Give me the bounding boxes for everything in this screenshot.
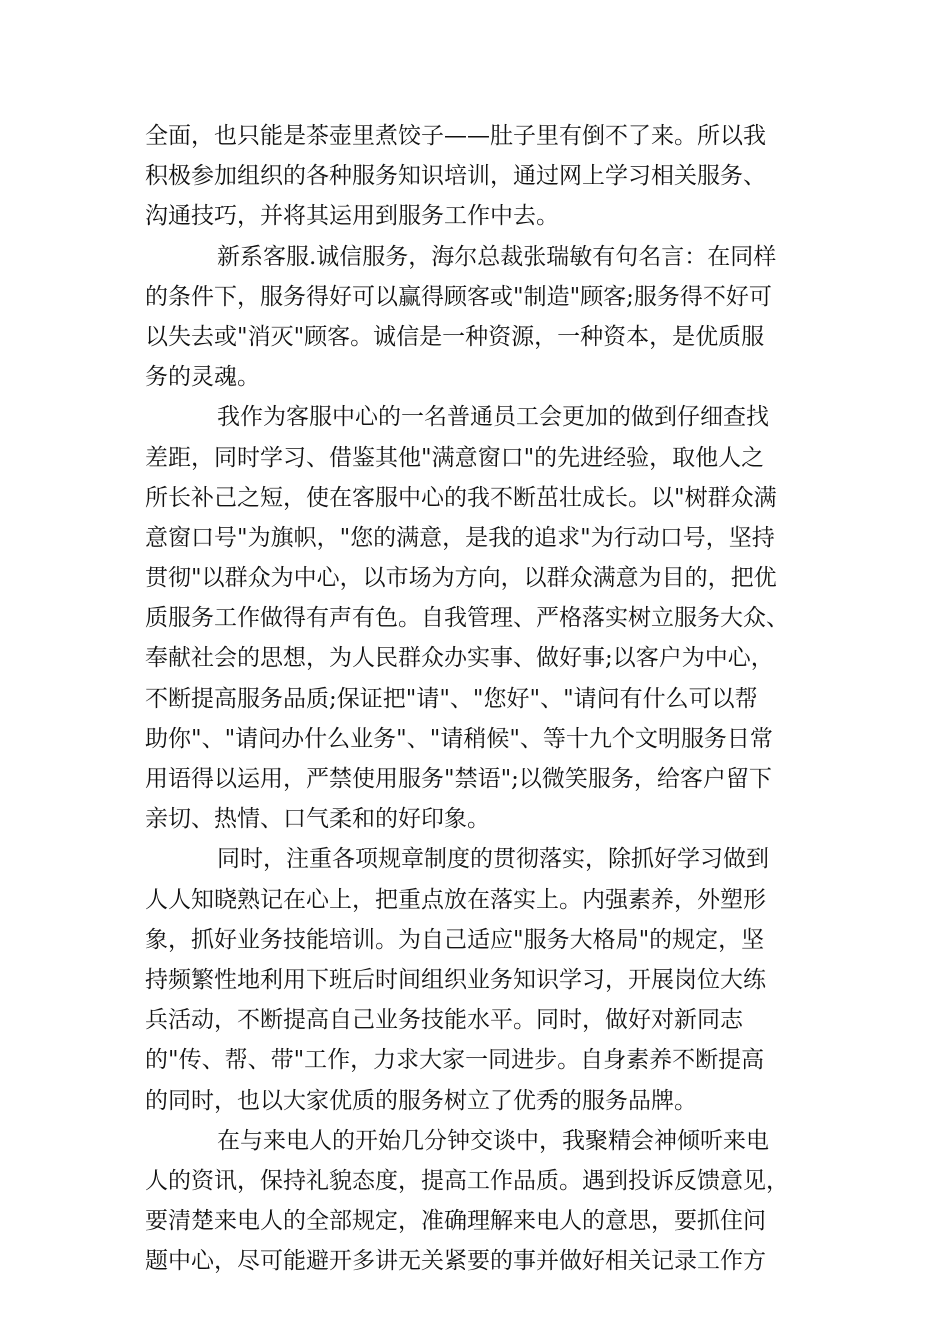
text-line: 沟通技巧，并将其运用到服务工作中去。 [145, 203, 559, 230]
text-line: 人的资讯，保持礼貌态度，提高工作品质。遇到投诉反馈意见， [145, 1167, 789, 1194]
paragraph-first-line: 我作为客服中心的一名普通员工会更加的做到仔细查找 [217, 404, 769, 431]
text-line: 亲切、热情、口气柔和的好印象。 [145, 806, 490, 833]
text-line: 全面，也只能是茶壶里煮饺子——肚子里有倒不了来。所以我 [145, 123, 766, 149]
text-line: 所长补己之短，使在客服中心的我不断茁壮成长。以"树群众满 [145, 484, 777, 511]
text-line: 象，抓好业务技能培训。为自己适应"服务大格局"的规定，坚 [145, 926, 765, 953]
paragraph-first-line: 在与来电人的开始几分钟交谈中，我聚精会神倾听来电 [217, 1127, 769, 1154]
text-line: 的"传、帮、带"工作，力求大家一同进步。自身素养不断提高 [145, 1047, 765, 1074]
text-line: 以失去或"消灭"顾客。诚信是一种资源，一种资本，是优质服 [145, 323, 765, 350]
text-line: 意窗口号"为旗帜，"您的满意，是我的追求"为行动口号，坚持 [145, 524, 775, 551]
text-line: 题中心，尽可能避开多讲无关紧要的事并做好相关记录工作方 [145, 1248, 766, 1275]
text-line: 质服务工作做得有声有色。自我管理、严格落实树立服务大众、 [145, 605, 789, 632]
text-line: 持频繁性地利用下班后时间组织业务知识学习，开展岗位大练 [145, 966, 766, 993]
text-line: 助你"、"请问办什么业务"、"请稍候"、等十九个文明服务日常 [145, 725, 773, 752]
text-line: 积极参加组织的各种服务知识培训，通过网上学习相关服务、 [145, 163, 766, 190]
text-line: 不断提高服务品质;保证把"请"、"您好"、"请问有什么可以帮 [145, 685, 758, 712]
text-line: 奉献社会的思想，为人民群众办实事、做好事;以客户为中心， [145, 645, 774, 672]
text-line: 务的灵魂。 [145, 364, 260, 391]
text-line: 兵活动，不断提高自己业务技能水平。同时，做好对新同志 [145, 1007, 743, 1034]
text-line: 的条件下，服务得好可以赢得顾客或"制造"顾客;服务得不好可 [145, 283, 772, 310]
text-line: 用语得以运用，严禁使用服务"禁语";以微笑服务，给客户留下 [145, 766, 772, 792]
text-line: 的同时，也以大家优质的服务树立了优秀的服务品牌。 [145, 1087, 697, 1114]
text-line: 差距，同时学习、借鉴其他"满意窗口"的先进经验，取他人之 [145, 444, 765, 471]
document-body [145, 116, 810, 1281]
text-line: 贯彻"以群众为中心，以市场为方向，以群众满意为目的，把优 [145, 565, 777, 592]
text-line: 人人知晓熟记在心上，把重点放在落实上。内强素养，外塑形 [145, 886, 766, 913]
paragraph-first-line: 同时，注重各项规章制度的贯彻落实，除抓好学习做到 [217, 846, 769, 873]
paragraph-first-line: 新系客服.诚信服务，海尔总裁张瑞敏有句名言：在同样 [217, 243, 777, 270]
text-line: 要清楚来电人的全部规定，准确理解来电人的意思，要抓住问 [145, 1208, 766, 1235]
